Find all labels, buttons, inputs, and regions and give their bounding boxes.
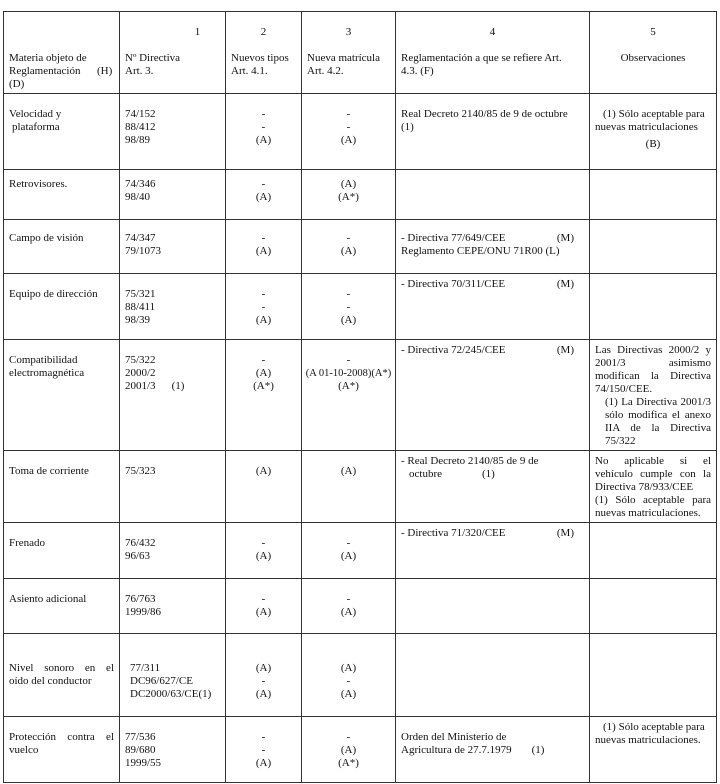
cell-text: - [346,537,351,549]
nuevos-cell [226,220,302,274]
cell-text: (B) [645,138,661,150]
cell-text: (A) [255,465,272,477]
cell-text: Nivel sonoro en el [9,662,114,674]
footnote-ref: (1) [531,744,545,756]
cell-text: Protección contra el [9,731,114,743]
cell-text: - [261,537,266,549]
directiva-cell [120,579,226,634]
materia-cell [4,220,120,274]
cell-text: (A) [255,191,272,203]
table-row [4,340,717,451]
cell-text: Campo de visión [9,232,84,244]
column-number: 2 [260,26,267,38]
observaciones-cell [590,634,717,717]
reglamentacion-cell [396,634,590,717]
cell-text: (1) Sólo aceptable para nuevas matriculaciones. [595,494,711,519]
cell-text: - [261,121,266,133]
cell-text: - [346,675,351,687]
header-directiva [120,12,226,94]
nuevos-cell [226,94,302,170]
cell-text: (1) Sólo aceptable para [603,108,705,120]
reglamentacion-cell [396,220,590,274]
observaciones-cell [590,220,717,274]
cell-text: nuevas matriculaciones. [595,734,701,746]
cell-text: 96/63 [125,550,151,562]
materia-cell [4,170,120,220]
footnote-ref: (1) [481,468,495,480]
cell-text: Agricultura de 27.7.1979 [401,744,512,756]
cell-text: (A) [255,688,272,700]
cell-text [401,527,584,540]
materia-cell [4,94,120,170]
cell-text: (M) [556,344,574,356]
nueva-cell [302,579,396,634]
nuevos-cell [226,523,302,579]
column-number: 3 [345,26,352,38]
nuevos-cell [226,340,302,451]
table-row [4,634,717,717]
cell-text [401,468,584,481]
cell-text: - [261,731,266,743]
cell-text: 76/763 [125,593,156,605]
materia-cell [4,523,120,579]
cell-text [401,744,584,757]
observaciones-cell [590,340,717,451]
cell-text: - Real Decreto 2140/85 de 9 de [401,455,539,467]
materia-cell [4,451,120,523]
cell-text: 98/40 [125,191,151,203]
cell-text: (A) [340,314,357,326]
cell-text: - Directiva 70/311/CEE [401,278,506,290]
cell-text: DC96/627/CE [130,675,193,687]
cell-text: Toma de corriente [9,465,89,477]
directiva-cell [120,523,226,579]
cell-text: (A*) [338,380,359,392]
cell-text: 89/680 [125,744,156,756]
cell-text: Reglamento CEPE/ONU 71R00 (L) [401,245,560,257]
cell-text: (A) [340,662,357,674]
directiva-cell [120,274,226,340]
header-text: Materia objeto de [9,52,87,64]
cell-text: (A) [340,688,357,700]
nueva-cell [302,220,396,274]
cell-text: (A*) [253,380,274,392]
cell-text: 1999/86 [125,606,162,618]
cell-text: - [346,232,351,244]
nueva-cell [302,523,396,579]
header-text: Nuevos tipos [231,52,289,64]
cell-text: (A*) [338,757,359,769]
cell-text: Compatibilidad [9,354,78,366]
cell-text: (A) [340,134,357,146]
reglamentacion-cell [396,340,590,451]
footnote-ref: (1) [171,380,185,392]
cell-text: Real Decreto 2140/85 de 9 de octubre [401,108,568,120]
cell-text: 1999/55 [125,757,162,769]
cell-text: (A*) [338,191,359,203]
cell-text: (M) [556,232,574,244]
cell-text: Frenado [9,537,46,549]
directiva-cell [120,634,226,717]
cell-text: - Directiva 72/245/CEE [401,344,506,356]
cell-text: 75/323 [125,465,156,477]
header-text: Reglamentación (H) [9,65,113,77]
column-number: 4 [489,26,496,38]
cell-text: 98/39 [125,314,151,326]
header-materia [4,12,120,94]
cell-text: 88/412 [125,121,156,133]
cell-text: - [261,108,266,120]
cell-text [401,344,584,357]
cell-text: plataforma [12,121,60,133]
cell-text: - [261,593,266,605]
nueva-cell [302,634,396,717]
nuevos-cell [226,170,302,220]
cell-text: (M) [556,278,574,290]
header-text: Nueva matrícula [307,52,380,64]
header-text: Art. 3. [125,65,154,77]
cell-text: (A) [255,314,272,326]
cell-text: - [346,593,351,605]
header-text: Art. 4.1. [231,65,268,77]
cell-text: nuevas matriculaciones [595,121,698,133]
cell-text: (A) [340,744,357,756]
nueva-cell [302,274,396,340]
directiva-cell [120,340,226,451]
materia-cell [4,717,120,783]
observaciones-cell [590,451,717,523]
table-row [4,220,717,274]
cell-text: octubre [409,468,442,480]
cell-text: (A) [255,757,272,769]
regulation-table [3,11,717,783]
observaciones-cell [590,579,717,634]
cell-text: - [261,675,266,687]
nuevos-cell [226,579,302,634]
materia-cell [4,579,120,634]
cell-text: electromagnética [9,367,85,379]
cell-text: (A) [340,550,357,562]
observaciones-cell [590,94,717,170]
nuevos-cell [226,274,302,340]
observaciones-cell [590,274,717,340]
reglamentacion-cell [396,274,590,340]
header-nuevos-tipos [226,12,302,94]
cell-text: - Directiva 71/320/CEE [401,527,506,539]
header-text: Art. 4.2. [307,65,344,77]
header-text: Reglamentación a que se refiere Art. [401,52,562,64]
cell-text: - [346,108,351,120]
cell-text: - [261,178,266,190]
cell-text: Asiento adicional [9,593,87,605]
cell-text: (A) [255,245,272,257]
table-header-row [4,12,717,94]
cell-text: oído del conductor [9,675,92,687]
nueva-cell [302,451,396,523]
observaciones-cell [590,170,717,220]
cell-text: (A) [340,465,357,477]
nueva-cell [302,94,396,170]
cell-text: - [346,731,351,743]
observaciones-cell [590,523,717,579]
cell-text: (A) [255,134,272,146]
cell-text: (A) [340,178,357,190]
cell-text: (M) [556,527,574,539]
cell-text: 74/346 [125,178,156,190]
column-number: 5 [650,26,656,38]
cell-text: Las Directivas 2000/2 y 2001/3 asimismo modifican la Directiva 74/150/CEE. [595,344,711,395]
header-reglamentacion [396,12,590,94]
header-text: 4.3. (F) [401,65,434,77]
cell-text: No aplicable si el vehículo cumple con la Directiva 78/933/CEE [595,455,711,493]
cell-text: Orden del Ministerio de [401,731,507,743]
table-row [4,717,717,783]
nueva-cell [302,340,396,451]
header-text: (D) [9,78,25,90]
directiva-cell [120,94,226,170]
nuevos-cell [226,634,302,717]
reglamentacion-cell [396,717,590,783]
cell-text [401,278,584,291]
cell-text: 75/321 [125,288,156,300]
table-row [4,579,717,634]
cell-text: 2000/2 [125,367,156,379]
cell-text: vuelco [9,744,39,756]
cell-text: - [261,354,266,366]
cell-text: Velocidad y [9,108,62,120]
cell-text: 75/322 [125,354,156,366]
cell-text: - [346,301,351,313]
cell-text: 74/347 [125,232,156,244]
reglamentacion-cell [396,579,590,634]
cell-text: - [346,354,351,366]
reglamentacion-cell [396,170,590,220]
cell-text: - [261,288,266,300]
cell-text: 77/311 [130,662,161,674]
table-row [4,523,717,579]
cell-text: (A) [255,367,272,379]
cell-text: (A) [340,606,357,618]
cell-text: 79/1073 [125,245,162,257]
cell-text: (A) [340,245,357,257]
table-row [4,94,717,170]
nueva-cell [302,170,396,220]
header-text: Nº Directiva [125,52,181,64]
reglamentacion-cell [396,451,590,523]
cell-text: 77/536 [125,731,156,743]
cell-text: 98/89 [125,134,151,146]
directiva-cell [120,220,226,274]
cell-text: - Directiva 77/649/CEE [401,232,506,244]
cell-text: 88/411 [125,301,156,313]
directiva-cell [120,170,226,220]
reglamentacion-cell [396,523,590,579]
cell-text: - [346,288,351,300]
cell-text: 2001/3 [125,380,156,392]
reglamentacion-cell [396,94,590,170]
materia-cell [4,274,120,340]
header-text: Observaciones [620,52,686,64]
table-row [4,274,717,340]
cell-text: (1) Sólo aceptable para [603,721,705,733]
directiva-cell [120,717,226,783]
column-number: 1 [194,26,201,38]
materia-cell [4,634,120,717]
observaciones-cell [590,717,717,783]
header-nueva-matricula [302,12,396,94]
directiva-cell [120,451,226,523]
cell-text: (A 01-10-2008)(A*) [305,368,392,379]
cell-text: - [261,744,266,756]
materia-cell [4,340,120,451]
cell-text: 74/152 [125,108,156,120]
nuevos-cell [226,717,302,783]
cell-text: Retrovisores. [9,178,68,190]
cell-text [125,380,220,393]
nuevos-cell [226,451,302,523]
table-row [4,451,717,523]
cell-text: (A) [255,550,272,562]
cell-text: - [261,301,266,313]
cell-text: Equipo de dirección [9,288,98,300]
cell-text: (A) [255,662,272,674]
cell-text: - [346,121,351,133]
table-row [4,170,717,220]
footnote-ref: (1) [401,121,414,133]
cell-text: - [261,232,266,244]
cell-text: DC2000/63/CE(1) [130,688,212,700]
cell-text: (A) [255,606,272,618]
cell-text: 76/432 [125,537,156,549]
cell-text: (1) La Directiva 2001/3 sólo modifica el anexo IIA de la Directiva 75/322 [605,396,711,447]
cell-text [401,232,584,245]
header-observaciones [590,12,717,94]
nueva-cell [302,717,396,783]
